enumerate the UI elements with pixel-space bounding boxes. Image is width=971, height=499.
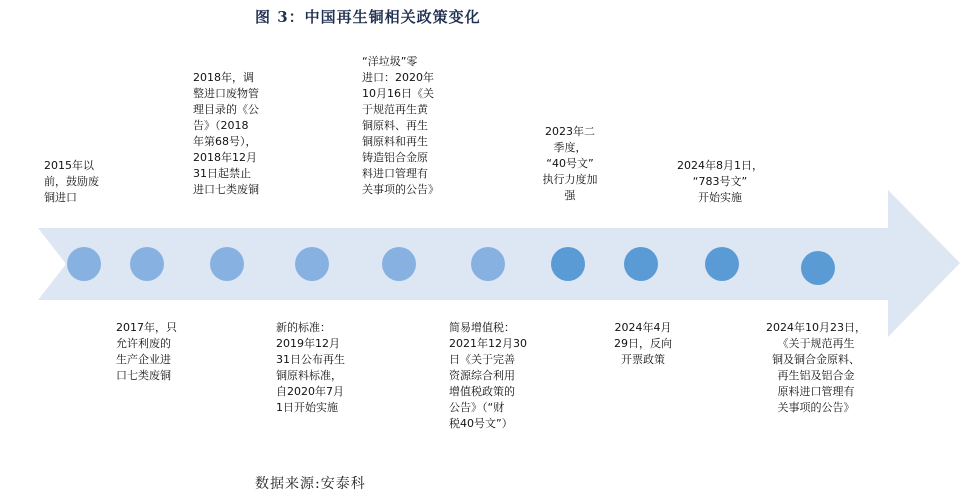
timeline-dot-2018 bbox=[210, 247, 244, 281]
timeline-dot-2019 bbox=[295, 247, 329, 281]
timeline-note-2021: 简易增值税： 2021年12月30 日《关于完善 资源综合利用 增值税政策的 公告》（“财 税40号文”） bbox=[449, 321, 527, 430]
timeline-note-2020: “洋垃圾”零 进口：2020年 10月16日《关 于规范再生黄 铜原料、再生 铜原料和再生 铸造铝合金原 料进口管理有 关事项的公告》 bbox=[362, 55, 439, 196]
figure-title: 图 3：中国再生铜相关政策变化 bbox=[255, 8, 481, 26]
timeline-dot-2023 bbox=[551, 247, 585, 281]
timeline-dot-2017 bbox=[130, 247, 164, 281]
timeline-note-2024-aug: 2024年8月1日， “783号文” 开始实施 bbox=[677, 159, 763, 204]
timeline-dot-2024-aug bbox=[705, 247, 739, 281]
timeline-note-2024-oct: 2024年10月23日， 《关于规范再生 铜及铜合金原料、 再生铝及铝合金 原料进口管理有 关事项的公告》 bbox=[766, 321, 866, 414]
timeline-dot-2020 bbox=[382, 247, 416, 281]
figure-source: 数据来源:安泰科 bbox=[255, 476, 366, 492]
timeline-note-2023: 2023年二 季度， “40号文” 执行力度加 强 bbox=[542, 125, 598, 202]
timeline-note-2015: 2015年以 前，鼓励废 铜进口 bbox=[44, 159, 99, 204]
timeline-dot-2021 bbox=[471, 247, 505, 281]
timeline-dot-2015 bbox=[67, 247, 101, 281]
timeline-dot-2024-oct bbox=[801, 251, 835, 285]
timeline-note-2019: 新的标准： 2019年12月 31日公布再生 铜原料标准， 自2020年7月 1日开始实施 bbox=[276, 321, 345, 414]
timeline-note-2024-apr: 2024年4月 29日，反向 开票政策 bbox=[614, 321, 672, 366]
timeline-note-2018: 2018年，调 整进口废物管 理目录的《公 告》（2018 年第68号）， 2018年12月 31日起禁止 进口七类废铜 bbox=[193, 71, 259, 196]
timeline-dot-2024-apr bbox=[624, 247, 658, 281]
timeline-note-2017: 2017年，只 允许利废的 生产企业进 口七类废铜 bbox=[116, 321, 177, 382]
